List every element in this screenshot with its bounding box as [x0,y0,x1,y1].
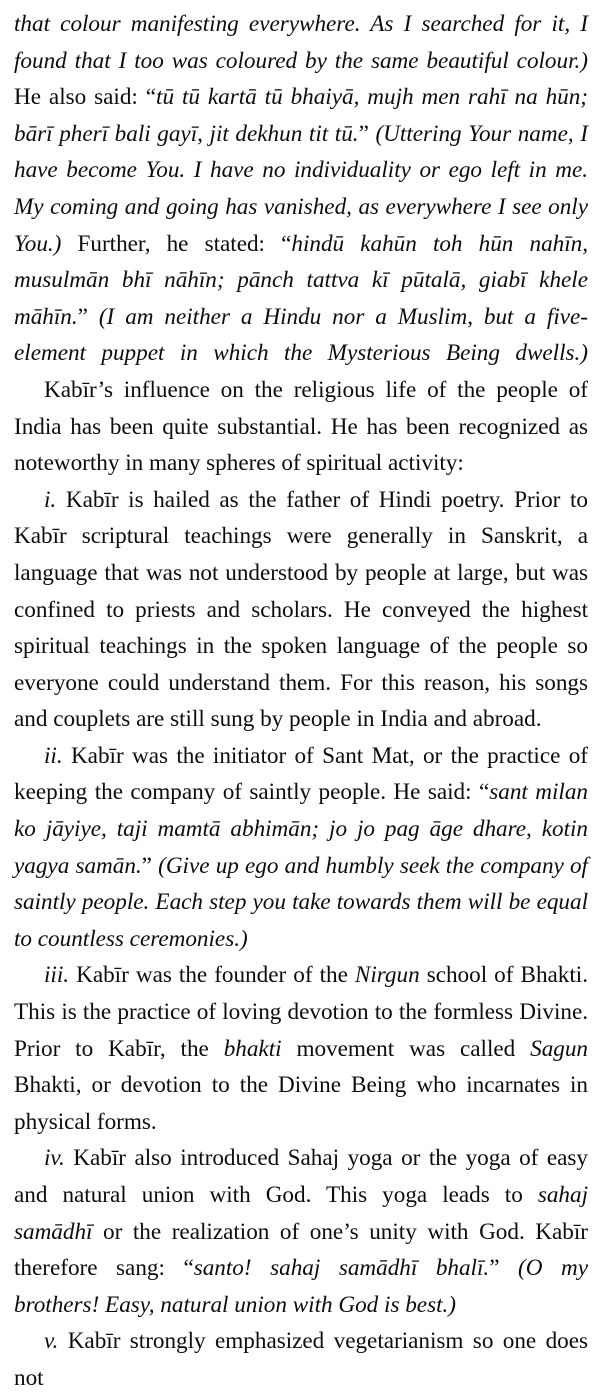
close-quote-2: ” [77,303,99,330]
list-marker-ii: ii. [44,742,63,769]
list-marker-v: v. [44,1328,59,1355]
list-item-iii-text-b: school of Bhakti. This is the practice of loving devotion to the formless Divine. Prior to Kabīr, the [14,962,589,1062]
list-item-i [14,482,588,738]
term-bhakti: bhakti [223,1035,282,1062]
term-nirgun: Nirgun [354,962,420,989]
list-item-iii [14,957,588,1140]
transliteration-tu-tu-karta: tū tū kartā tū bhaiyā, mujh men rahī na hūn; bārī pherī bali gayī, jit dekhun tit tū. [14,84,588,147]
list-item-i-text: Kabīr is hailed as the father of Hindi poetry. Prior to Kabīr scriptural teachings were generally in Sanskrit, a language that was not understood by people at large, but was confined to priests and scholars. He conveyed the highest spiritual teachings in the spoken language of the people so everyone could understand them. For this reason, his songs and couplets are still sung by people in India and abroad. [14,486,588,733]
close-quote-1: ” [358,120,376,147]
paragraph-quote-continuation [14,6,588,372]
translation-neither-hindu-nor-muslim: (I am neither a Hindu nor a Muslim, but a five-element puppet in which the Mysterious Being dwells.) [14,303,588,367]
translation-uttering-your-name: (Uttering Your name, I have become You. I have no individuality or ego left in me. My coming and going has vanished, as everywhere I see only You.) [14,120,588,257]
term-sagun: Sagun [530,1035,588,1062]
paragraph-kabir-influence-text: Kabīr’s influence on the religious life of the people of India has been quite substantial. He has been recognized as noteworthy in many spheres of spiritual activity: [14,376,588,477]
translation-o-my-brothers: (O my brothers! Easy, natural union with God is best.) [14,1255,588,1318]
list-item-v-text: Kabīr strongly emphasized vegetarianism so one does not [14,1328,588,1391]
open-quote-2: “ [281,230,292,257]
open-quote-3: “ [478,779,490,806]
list-marker-i: i. [44,486,57,513]
list-item-iii-text-a: Kabīr was the founder of the [69,962,355,989]
list-marker-iv: iv. [44,1145,65,1172]
term-sahaj-samadhi: sahaj samādhī [14,1182,588,1245]
transliteration-santo-sahaj: santo! sahaj samādhī bhalī. [193,1255,490,1282]
list-item-ii-text: Kabīr was the initiator of Sant Mat, or the practice of keeping the company of saintly people. He said: [14,742,588,806]
said-connector: He also said: [14,84,146,111]
quote-text-searched-colour: that colour manifesting everywhere. As I searched for it, I found that I too was coloured by the same beautiful colour.) [14,11,588,74]
translation-give-up-ego: (Give up ego and humbly seek the company of saintly people. Each step you take towards them will be equal to countless ceremonies.) [14,852,588,952]
open-quote-1: “ [145,84,157,111]
list-item-iv [14,1140,588,1323]
list-item-iv-text-a: Kabīr also introduced Sahaj yoga or the yoga of easy and natural union with God. This yoga leads to [14,1145,588,1208]
list-item-v [14,1323,588,1396]
list-item-ii [14,738,588,958]
list-item-iii-text-c: movement was called [281,1035,531,1062]
further-connector: Further, he stated: [61,230,282,257]
text-column [14,6,588,1397]
list-item-iv-text-b: or the realization of one’s unity with God. Kabīr therefore sang: [14,1218,588,1282]
close-quote-4: ” [489,1255,519,1282]
transliteration-hindu-kahun: hindū kahūn toh hūn nahīn, musulmān bhī nāhīn; pānch tattva kī pūtalā, giabī khele māhīn. [14,230,588,330]
paragraph-kabir-influence [14,372,588,482]
list-item-iii-text-d: Bhakti, or devotion to the Divine Being who incarnates in physical forms. [14,1072,588,1135]
close-quote-3: ” [141,852,159,879]
open-quote-4: “ [183,1255,194,1282]
transliteration-sant-milan: sant milan ko jāyiye, taji mamtā abhimān; jo jo pag āge dhare, kotin yagya samān. [14,779,588,879]
list-marker-iii: iii. [44,962,70,989]
